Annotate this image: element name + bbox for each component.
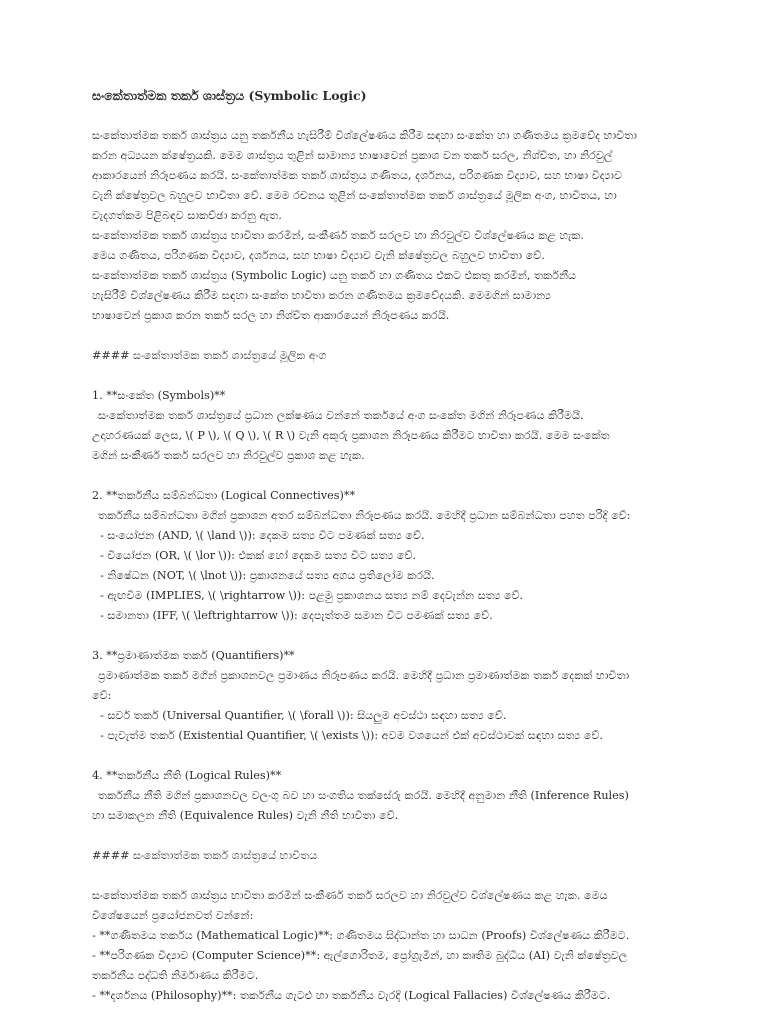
list-item: - සමානතා (IFF, \( \leftrightarrow \)): දෙපැත්තම සමාන විට පමණක් සත්‍ය වේ. [100,609,493,622]
item-symbols [92,386,676,466]
usage-line: විශේෂයෙන් ප්‍රයෝජනවත් වන්නේ: [92,909,254,922]
item-line: ප්‍රමාණාත්මක තර්ක මගින් ප්‍රකාශනවල ප්‍රමාණය නිරූපණය කරයි. මෙහිදී ප්‍රධාන ප්‍රමාණාත්මක තර්ක දෙකක් භාවිතා [98,669,630,682]
usage-line: සංකේතාත්මක තර්ක ශාස්ත්‍රය භාවිතා කරමින් සංකීර්ණ තර්ක සරලව හා නිරවුල්ව විශ්ලේෂණය කළ හැක. මෙය [92,889,608,902]
item-title: 1. **සංකේත (Symbols)** [92,389,226,402]
list-item: - ඇඟවීම (IMPLIES, \( \rightarrow \)): පළමු ප්‍රකාශනය සත්‍ය නම් දෙවැන්න සත්‍ය වේ. [100,589,524,602]
intro-line: සංකේතාත්මක තර්ක ශාස්ත්‍රය භාවිතා කරමින්, සංකීර්ණ තර්ක සරලව හා නිරවුල්ව විශ්ලේෂණය කළ හැක. [92,229,584,242]
connectives-list [92,526,676,626]
list-item: - නිෂේධන (NOT, \( \lnot \)): ප්‍රකාශනයේ සත්‍ය අගය ප්‍රතිලෝම කරයි. [100,569,435,582]
intro-line: ආකාරයෙන් නිරූපණය කරයි. සංකේතාත්මක තර්ක ශාස්ත්‍රය ගණිතය, දර්ශනය, පරිගණක විද්‍යාව, සහ භාෂා විද්‍යාව [92,169,623,182]
section-heading-basics: #### සංකේතාත්මක තර්ක ශාස්ත්‍රයේ මූලික අංග [92,349,327,362]
intro-line: වැනි ක්ෂේත්‍රවල බහුලව භාවිතා වේ. මෙම රචනය තුළින් සංකේතාත්මක තර්ක ශාස්ත්‍රයේ මූලික අංග, භාවිතය, හා [92,189,617,202]
intro-line: කරන අධ්‍යයන ක්ෂේත්‍රයකි. මෙම ශාස්ත්‍රය තුළින් සාමාන්‍ය භාෂාවෙන් ප්‍රකාශ වන තර්ක සරල, නිශ්චිත, හා නිරවුල් [92,149,613,162]
item-line: තර්කනීය නීති මගින් ප්‍රකාශනවල වලංගු බව හා සංගතිය තක්සේරු කරයි. මෙහිදී අනුමාන නීති (Inference Rules) [98,789,629,802]
item-title: 2. **තර්කනීය සම්බන්ධතා (Logical Connectives)** [92,489,356,502]
item-line: මගින් සංකීර්ණ තර්ක සරලව හා නිරවුල්ව ප්‍රකාශ කළ හැක. [92,449,365,462]
list-item: - **දර්ශනය (Philosophy)**: තර්කනීය ගැටළු හා තර්කනීය වැරදි (Logical Fallacies) විශ්ලේෂණය කිරීමට. [92,989,611,1002]
list-item: - සර්ව තර්ක (Universal Quantifier, \( \forall \)): සියලුම අවස්ථා සඳහා සත්‍ය වේ. [100,709,507,722]
intro-line: සංකේතාත්මක තර්ක ශාස්ත්‍රය (Symbolic Logic) යනු තර්ක හා ගණිතය එකට එකතු කරමින්, තර්කනීය [92,269,577,282]
item-quantifiers [92,646,676,746]
intro-line: සංකේතාත්මක තර්ක ශාස්ත්‍රය යනු තර්කනීය හැසිරීම් විශ්ලේෂණය කිරීම සඳහා සංකේත හා ගණිතමය ක්‍රමවේද භාවිතා [92,129,637,142]
intro-section [92,126,676,326]
list-item: - **ගණිතමය තර්කය (Mathematical Logic)**: ගණිතමය සිද්ධාන්ත හා සාධන (Proofs) විශ්ලේෂණය කිරීමට. [92,929,630,942]
intro-line: වැදගත්කම පිළිබඳව සාකච්ඡා කරනු ඇත. [92,209,282,222]
item-title: 3. **ප්‍රමාණාත්මක තර්ක (Quantifiers)** [92,649,295,662]
item-logical-connectives [92,486,676,626]
item-line: සංකේතාත්මක තර්ක ශාස්ත්‍රයේ ප්‍රධාන ලක්ෂණය වන්නේ තර්කයේ අංග සංකේත මගින් නිරූපණය කිරීමයි. [98,409,584,422]
list-item: - වියෝජන (OR, \( \lor \)): එකක් හෝ දෙකම සත්‍ය විට සත්‍ය වේ. [100,549,417,562]
intro-line: හැසිරීම් විශ්ලේෂණය කිරීම සඳහා සංකේත භාවිතා කරන ගණිතමය ක්‍රමවේදයකි. මෙමගින් සාමාන්‍ය [92,289,551,302]
list-item: තර්කනීය පද්ධති නිර්මාණය කිරීමට. [92,969,259,982]
item-title: 4. **තර්කනීය නීති (Logical Rules)** [92,769,282,782]
list-item: - **පරිගණක විද්‍යාව (Computer Science)**: ඇල්ගොරිතම, ප්‍රෝග්‍රැමින්, හා කෘතිම බුද්ධිය (AI) වැනි ක්ෂේත්‍රවල [92,949,628,962]
item-line: උදාහරණයක් ලෙස, \( P \), \( Q \), \( R \) වැනි අකුරු ප්‍රකාශන නිරූපණය කිරීමට භාවිතා කරයි. මෙම සංකේත [92,429,610,442]
document-title: සංකේතාත්මක තර්ක ශාස්ත්‍රය (Symbolic Logic) [92,88,367,103]
usage-section [92,886,676,1006]
item-logical-rules [92,766,676,826]
list-item: - සංයෝජන (AND, \( \land \)): දෙකම සත්‍ය විට පමණක් සත්‍ය වේ. [100,529,425,542]
intro-line: භාෂාවෙන් ප්‍රකාශ කරන තර්ක සරල හා නිශ්චිත ආකාරයෙන් නිරූපණය කරයි. [92,309,450,322]
section-heading-usage: #### සංකේතාත්මක තර්ක ශාස්ත්‍රයේ භාවිතය [92,849,318,862]
intro-line: මෙය ගණිතය, පරිගණක විද්‍යාව, දර්ශනය, සහ භාෂා විද්‍යාව වැනි ක්ෂේත්‍රවල බහුලව භාවිතා වේ. [92,249,545,262]
quantifiers-list [92,706,676,746]
item-line: තර්කනීය සම්බන්ධතා මගින් ප්‍රකාශන අතර සම්බන්ධතා නිරූපණය කරයි. මෙහිදී ප්‍රධාන සම්බන්ධතා පහත පරිදි වේ: [98,509,631,522]
item-line: හා සමාකලන නීති (Equivalence Rules) වැනි නීති භාවිතා වේ. [92,809,399,822]
item-line: වේ: [92,689,112,702]
list-item: - පැවැත්ම තර්ක (Existential Quantifier, \( \exists \)): අවම වශයෙන් එක් අවස්ථාවක් සඳහා සත්‍ය වේ. [100,729,603,742]
